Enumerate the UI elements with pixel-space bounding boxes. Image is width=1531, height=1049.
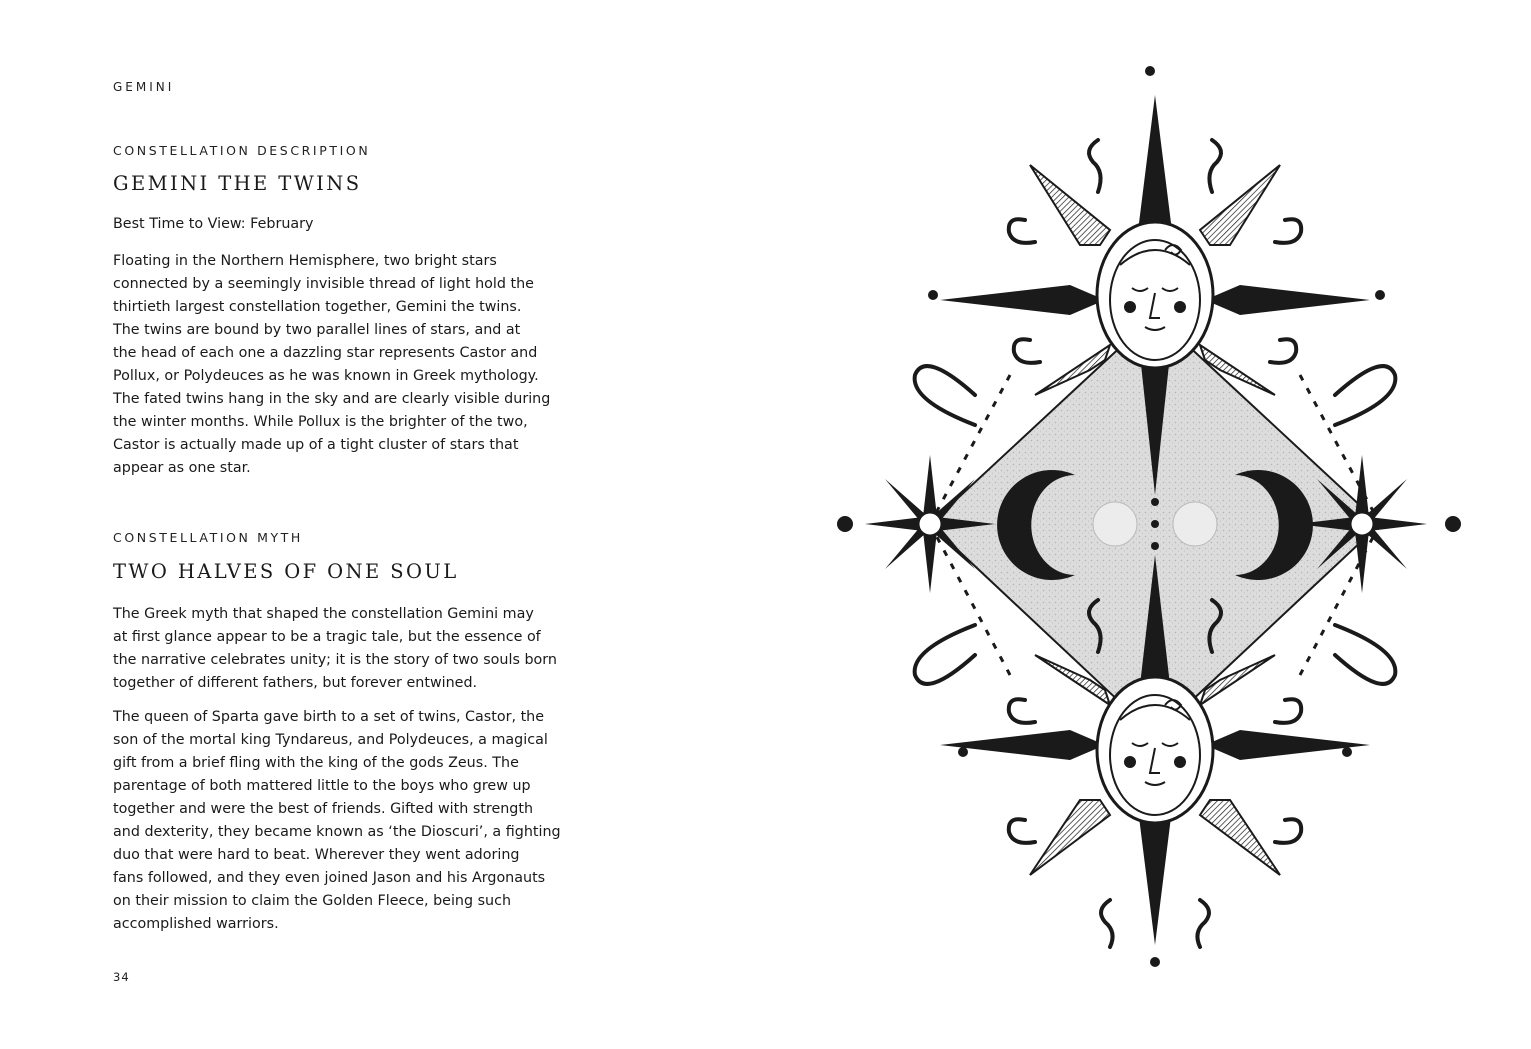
text-line: Castor is actually made up of a tight cluster of stars that: [113, 437, 519, 453]
text-line: the winter months. While Pollux is the brighter of the two,: [113, 414, 528, 430]
myth-paragraph-2: [113, 706, 603, 936]
text-line: son of the mortal king Tyndareus, and Polydeuces, a magical: [113, 732, 548, 748]
text-line: fans followed, and they even joined Jason and his Argonauts: [113, 870, 546, 886]
running-head: GEMINI: [113, 80, 175, 94]
text-line: and dexterity, they became known as ‘the Dioscuri’, a fighting: [113, 824, 561, 840]
text-line: Floating in the Northern Hemisphere, two bright stars: [113, 253, 497, 269]
text-line: together of different fathers, but forever entwined.: [113, 675, 478, 691]
text-line: The queen of Sparta gave birth to a set of twins, Castor, the: [113, 709, 545, 725]
myth-paragraph-1: [113, 603, 603, 695]
description-title: GEMINI THE TWINS: [113, 172, 362, 195]
description-label: CONSTELLATION DESCRIPTION: [113, 143, 371, 158]
text-line: The fated twins hang in the sky and are clearly visible during: [113, 391, 551, 407]
best-time-to-view: Best Time to View: February: [113, 216, 314, 232]
description-paragraph: [113, 250, 603, 480]
text-line: at first glance appear to be a tragic tale, but the essence of: [113, 629, 541, 645]
left-star-icon: [837, 455, 995, 593]
text-line: connected by a seemingly invisible thread of light hold the: [113, 276, 534, 292]
myth-title: TWO HALVES OF ONE SOUL: [113, 560, 459, 583]
text-line: thirtieth largest constellation together, Gemini the twins.: [113, 299, 522, 315]
text-line: Pollux, or Polydeuces as he was known in Greek mythology.: [113, 368, 539, 384]
text-line: the narrative celebrates unity; it is the story of two souls born: [113, 652, 557, 668]
gemini-illustration: [820, 55, 1480, 980]
text-line: accomplished warriors.: [113, 916, 279, 932]
text-line: gift from a brief fling with the king of the gods Zeus. The: [113, 755, 519, 771]
text-line: appear as one star.: [113, 460, 251, 476]
text-line: The Greek myth that shaped the constellation Gemini may: [113, 606, 534, 622]
myth-label: CONSTELLATION MYTH: [113, 530, 303, 545]
text-line: the head of each one a dazzling star represents Castor and: [113, 345, 538, 361]
text-line: parentage of both mattered little to the boys who grew up: [113, 778, 531, 794]
text-line: on their mission to claim the Golden Fleece, being such: [113, 893, 512, 909]
text-line: duo that were hard to beat. Wherever they went adoring: [113, 847, 520, 863]
page-number: 34: [113, 970, 130, 984]
text-line: The twins are bound by two parallel lines of stars, and at: [113, 322, 521, 338]
text-line: together and were the best of friends. Gifted with strength: [113, 801, 534, 817]
